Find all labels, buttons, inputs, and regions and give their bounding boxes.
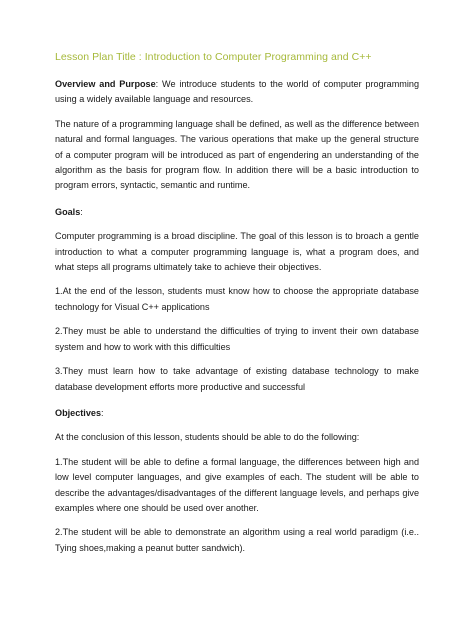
document-body [55,50,419,556]
document-title: Lesson Plan Title : Introduction to Computer Programming and C++ [55,51,372,63]
goal-item-1: 1.At the end of the lesson, students must know how to choose the appropriate database technology for Visual C++ applications [55,286,419,312]
goals-intro: Computer programming is a broad discipline. The goal of this lesson is to broach a gentle introduction to what a computer programming language is, what a program does, and what steps all programs ultimately take to achieve their objectives. [55,231,419,273]
goals-heading-line [55,205,419,220]
goals-separator: : [80,206,83,217]
overview-separator: : [155,79,159,89]
goal-item-3: 3.They must learn how to take advantage of existing database technology to make database development efforts more productive and successful [55,366,419,392]
objective-item-1: 1.The student will be able to define a formal language, the differences between high and low level computer languages, and give examples of each. The student will be able to describe the advantages/disadvantages of the different language levels, and perhaps give examples where one should be used over another. [55,456,419,513]
overview-heading: Overview and Purpose [55,79,156,89]
objectives-heading: Objectives [55,407,101,418]
objectives-separator: : [101,407,104,418]
objectives-intro: At the conclusion of this lesson, students should be able to do the following: [55,432,360,443]
goals-heading: Goals [55,206,81,217]
objectives-heading-line [55,406,419,421]
objective-item-2: 2.The student will be able to demonstrate an algorithm using a real world paradigm (i.e.. Tying shoes,making a peanut butter sandwich). [55,527,419,553]
overview-text: We introduce students to the world of computer programming using a widely available language and resources. [55,79,420,105]
nature-paragraph: The nature of a programming language shall be defined, as well as the difference between natural and formal languages. The various operations that make up the general structure of a computer program will be introduced as part of engendering an understanding of the algorithm as the basis for program flow. In addition there will be a basic introduction to program errors, syntactic, semantic and runtime. [55,118,419,191]
goal-item-2: 2.They must be able to understand the difficulties of trying to invent their own database system and how to work with this difficulties [55,326,419,352]
overview-paragraph [55,77,419,108]
